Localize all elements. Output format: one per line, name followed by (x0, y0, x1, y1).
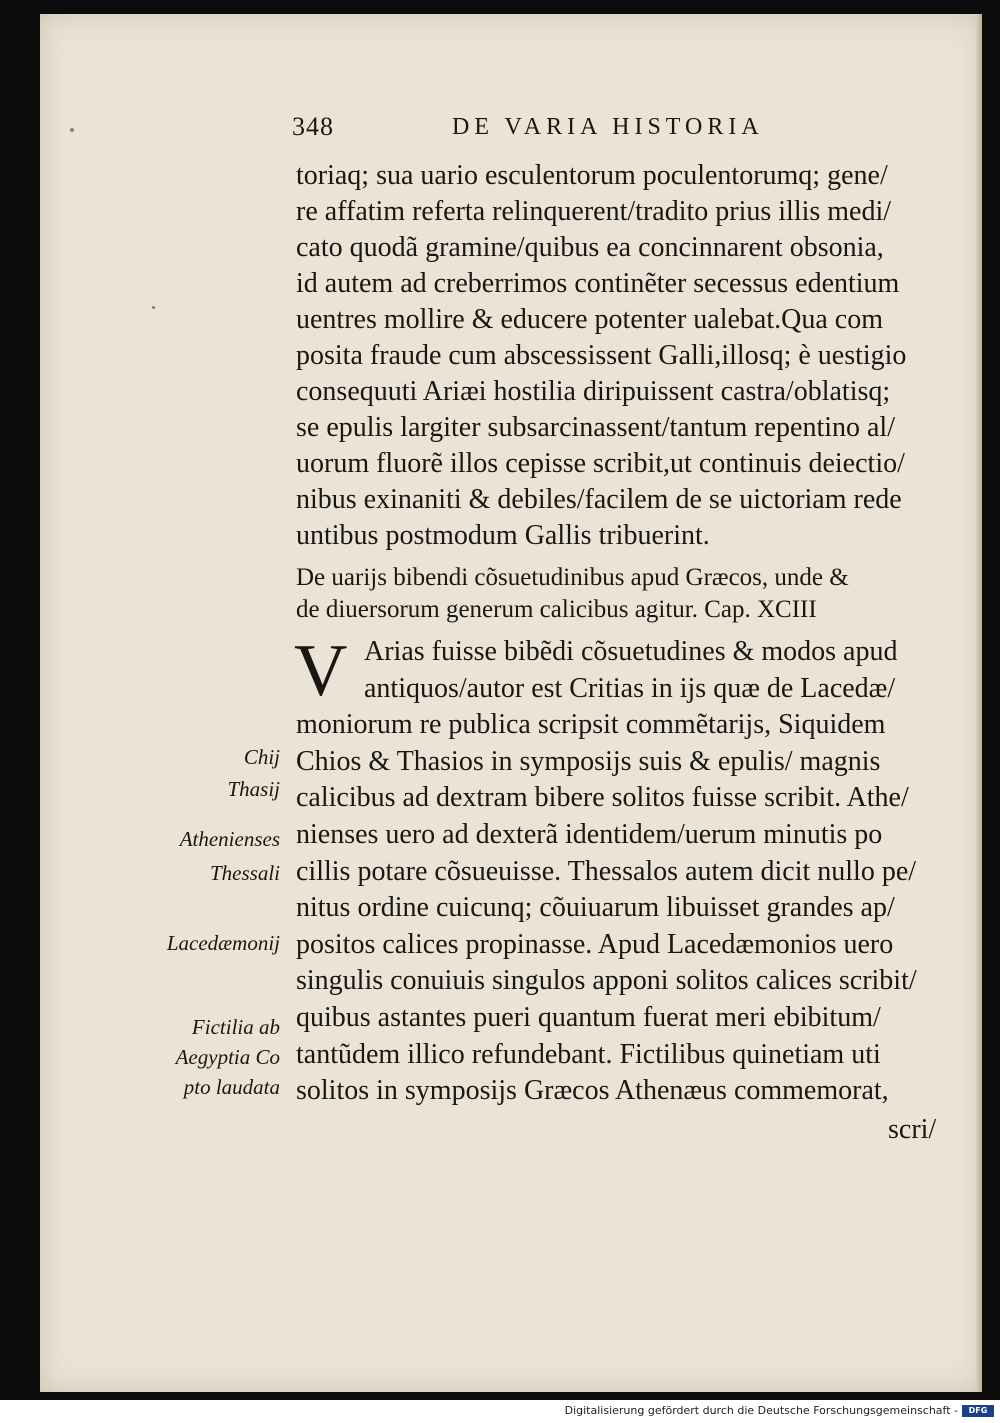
text-line: nitus ordine cuicunq; cõuiuarum libuisset grandes ap/ (296, 892, 895, 924)
marginal-note: Thessali (209, 861, 280, 885)
text-line: quibus astantes pueri quantum fuerat meri ebibitum/ (296, 1001, 881, 1033)
text-line: tantũdem illico refundebant. Fictilibus quinetiam uti (296, 1038, 881, 1070)
text-line: Arias fuisse bibẽdi cõsuetudines & modos apud (364, 636, 898, 667)
text-line: consequuti Ariæi hostilia diripuissent castra/oblatisq; (296, 376, 891, 407)
text-line: nienses uero ad dexterã identidem/uerum minutis po (296, 818, 883, 850)
text-line: cato quodã gramine/quibus ea concinnarent obsonia, (296, 232, 884, 263)
text-line: singulis conuiuis singulos apponi solitos calices scribit/ (296, 965, 917, 997)
drop-capital: V (294, 630, 348, 712)
text-line: antiquos/autor est Critias in ijs quæ de Lacedæ/ (364, 672, 896, 704)
text-line: posita fraude cum abscessissent Galli,illosq; è uestigio (296, 340, 907, 371)
text-line: positos calices propinasse. Apud Lacedæmonios uero (296, 928, 894, 960)
page-number: 348 (292, 112, 334, 141)
chapter-heading (296, 562, 946, 626)
heading-line: de diuersorum generum calicibus agitur. Cap. XCIII (296, 596, 817, 623)
page-edge (976, 14, 982, 1392)
running-head (292, 112, 812, 152)
text-line: se epulis largiter subsarcinassent/tantum repentino al/ (296, 412, 895, 443)
paper-speck (70, 128, 74, 132)
text-line: id autem ad creberrimos continẽter secessus edentium (296, 268, 900, 299)
marginal-note: Lacedæmonij (166, 931, 280, 955)
text-line: moniorum re publica scripsit commẽtarijs, Siquidem (296, 709, 886, 741)
marginal-note: Aegyptia Co (175, 1045, 280, 1069)
text-line: untibus postmodum Gallis tribuerint. (296, 520, 710, 551)
text-line: cillis potare cõsueuisse. Thessalos autem dicit nullo pe/ (296, 855, 917, 887)
chapter-body (294, 630, 946, 1110)
text-line: solitos in symposijs Græcos Athenæus commemorat, (296, 1075, 889, 1107)
marginal-note: pto laudata (183, 1075, 280, 1099)
body-text (296, 158, 946, 554)
paper-speck (152, 306, 155, 309)
text-line: uentres mollire & educere potenter ualebat.Qua com (296, 304, 883, 335)
text-line: uorum fluorẽ illos cepisse scribit,ut continuis deiectio/ (296, 448, 905, 479)
footer-bar (0, 1400, 1000, 1423)
heading-line: De uarijs bibendi cõsuetudinibus apud Græcos, unde & (296, 564, 849, 591)
funding-credit: Digitalisierung gefördert durch die Deutsche Forschungsgemeinschaft - (564, 1404, 958, 1417)
running-title: DE VARIA HISTORIA (452, 114, 764, 140)
marginal-note: Chij (243, 745, 280, 769)
text-line: calicibus ad dextram bibere solitos fuisse scribit. Athe/ (296, 782, 909, 814)
marginal-note: Athenienses (179, 827, 280, 851)
marginal-note: Fictilia ab (191, 1015, 280, 1039)
text-line: nibus exinaniti & debiles/facilem de se uictoriam rede (296, 484, 902, 515)
text-line: re affatim referta relinquerent/tradito prius illis medi/ (296, 196, 892, 227)
text-line: Chios & Thasios in symposijs suis & epulis/ magnis (296, 745, 881, 777)
dfg-logo: DFG (962, 1405, 994, 1417)
catchword: scri/ (888, 1114, 937, 1145)
marginal-note: Thasij (227, 777, 280, 801)
text-line: toriaq; sua uario esculentorum poculentorumq; gene/ (296, 160, 888, 191)
